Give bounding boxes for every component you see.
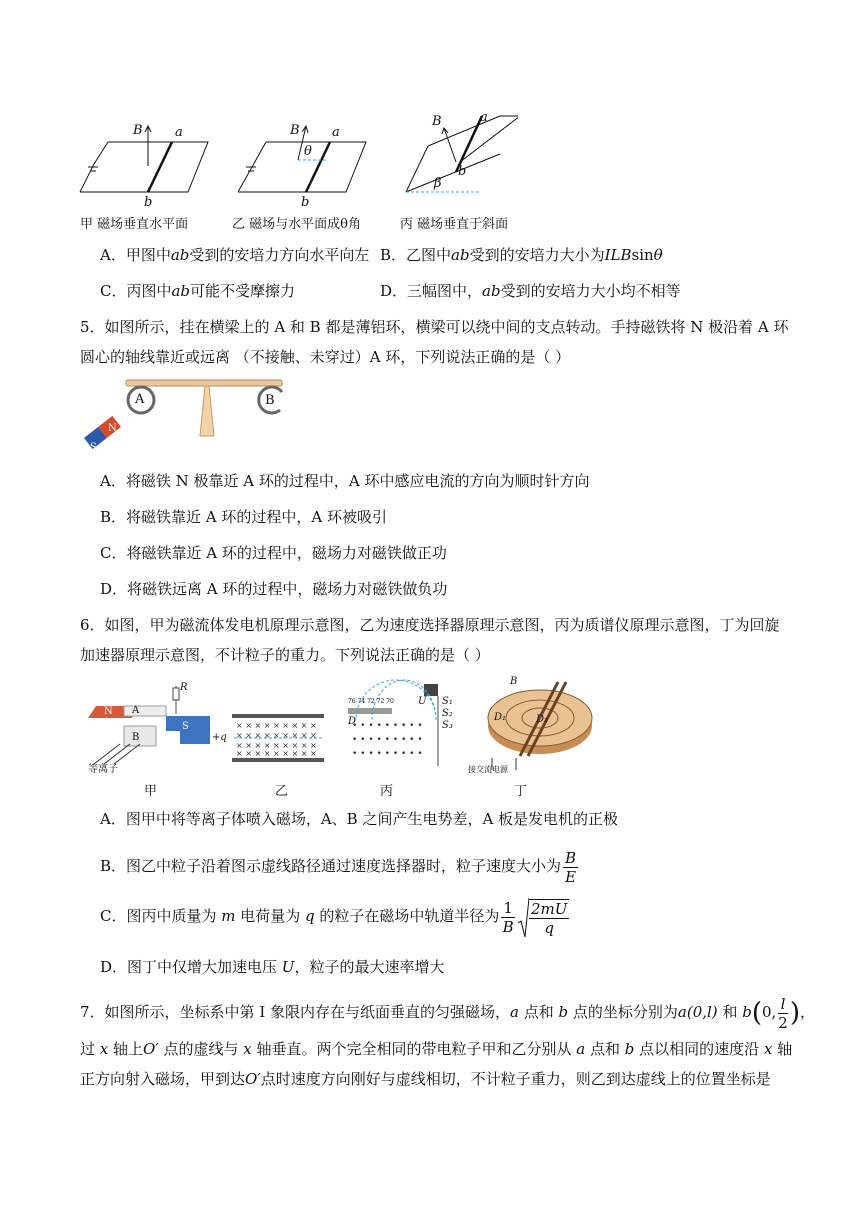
fig6-caption-jia: 甲: [144, 784, 158, 799]
radius-sqrt: $\frac{2mU}{q}$: [517, 895, 571, 939]
svg-text:• • • • • • • • •: • • • • • • • • •: [352, 749, 423, 759]
ring-b-label: B: [265, 393, 275, 408]
q7-stem-line2: 过 x 轴上O′ 点的虚线与 x 轴垂直。两个完全相同的带电粒子甲和乙分别从 a 点和 b 点以相同的速度沿 x 轴: [80, 1040, 793, 1058]
fig6-ac-label: 接交流电源: [468, 765, 508, 774]
fig4-yi-label-b: b: [301, 195, 310, 210]
fig4-jia-label-B: B: [133, 123, 143, 138]
q6-option-b: B．图乙中粒子沿着图示虚线路径通过速度选择器时，粒子速度大小为 $\frac{B}{E}$: [100, 848, 577, 886]
q5-option-c: C．将磁铁靠近 A 环的过程中，磁场力对磁铁做正功: [100, 544, 447, 562]
fig6-r-label: R: [180, 682, 188, 693]
fig4-jia-label-a: a: [175, 125, 183, 140]
ring-a-label: A: [135, 392, 145, 407]
fig4-yi-label-theta: θ: [304, 144, 312, 159]
figure-5-group: [80, 378, 290, 468]
fig4-jia-label-b: b: [144, 195, 153, 210]
svg-text:× × × × × × × × ×: × × × × × × × × ×: [236, 749, 317, 758]
fig6-s1-label: S₁: [442, 696, 453, 707]
q6-stem-line1: 6．如图，甲为磁流体发电机原理示意图，乙为速度选择器原理示意图，丙为质谱仪原理示意图，丁为回旋: [80, 616, 780, 634]
fig4-bing-label-a: a: [480, 110, 488, 125]
figure-6-group: [80, 676, 600, 776]
q4-option-d: D．三幅图中，ab受到的安培力大小均不相等: [380, 282, 681, 300]
fig4-yi-label-B: B: [290, 123, 300, 138]
sqrt-sign-icon: [517, 897, 529, 939]
svg-text:• • • • • • • • •: • • • • • • • • •: [352, 721, 423, 731]
svg-text:× × × × × × × × ×: × × × × × × × × ×: [236, 721, 317, 730]
q5-option-a: A．将磁铁 N 极靠近 A 环的过程中，A 环中感应电流的方向为顺时针方向: [100, 472, 590, 490]
q5-option-b: B．将磁铁靠近 A 环的过程中，A 环被吸引: [100, 508, 387, 526]
fig4-yi-label-a: a: [332, 125, 340, 140]
svg-text:× × × × × × × × ×: × × × × × × × × ×: [236, 731, 317, 740]
q4-option-c: C．丙图中ab可能不受摩擦力: [100, 282, 296, 300]
fig6-b-label: B: [132, 732, 140, 743]
magnet-s-label: S: [90, 442, 97, 453]
fig6-q-label: +q: [212, 732, 227, 743]
q6-option-c: C．图丙中质量为 m 电荷量为 q 的粒子在磁场中轨道半径为 $\frac{1}{B}$ $\frac{2mU}{q}$: [100, 894, 571, 939]
q6-option-a: A．图甲中将等离子体喷入磁场，A、B 之间产生电势差，A 板是发电机的正极: [100, 810, 619, 828]
fig4-caption-bing: 丙 磁场垂直于斜面: [400, 217, 509, 232]
fig4-caption-jia: 甲 磁场垂直水平面: [80, 217, 189, 232]
q7-stem-line1: 7．如图所示，坐标系中第 Ⅰ 象限内存在与纸面垂直的匀强磁场，a 点和 b 点的坐标分别为a(0,l) 和 b(0, $\frac{l}{2}$ )，: [80, 994, 816, 1032]
radius-fraction: $\frac{1}{B}$: [502, 898, 514, 936]
fig6-ding-b-label: B: [510, 676, 518, 687]
fig4-bing-label-B: B: [432, 114, 442, 129]
fig6-plasma-label: 等离子: [88, 764, 118, 775]
q6-stem-line2: 加速器原理示意图，不计粒子的重力。下列说法正确的是（ ）: [80, 646, 490, 664]
fig4-caption-yi: 乙 磁场与水平面成θ角: [232, 217, 361, 232]
fig4-bing-label-beta: β: [434, 176, 442, 191]
fig6-n-label: N: [104, 706, 113, 717]
magnet-n-label: N: [108, 423, 117, 434]
q5-stem-line2: 圆心的轴线靠近或远离 （不接触、未穿过）A 环，下列说法正确的是（ ）: [80, 348, 571, 366]
figure-6-diagram: [80, 676, 600, 776]
velocity-fraction: $\frac{B}{E}$: [565, 848, 577, 886]
fig6-d1-label: D₁: [494, 712, 507, 723]
q4-option-a: A．甲图中ab受到的安培力方向水平向左: [100, 246, 370, 264]
coord-b-fraction: $\frac{l}{2}$: [778, 994, 788, 1032]
q5-option-d: D．将磁铁远离 A 环的过程中，磁场力对磁铁做负功: [100, 580, 448, 598]
fig6-s-label: S: [182, 721, 189, 732]
fig6-caption-bing: 丙: [380, 784, 394, 799]
q6-option-d: D．图丁中仅增大加速电压 U，粒子的最大速率增大: [100, 958, 445, 976]
figure-4-group: [78, 112, 518, 222]
fig6-s2-label: S₂: [442, 708, 453, 719]
fig6-s3-label: S₃: [442, 720, 453, 731]
fig6-d2-label: D₂: [536, 714, 549, 725]
fig6-u-label: U: [418, 696, 427, 707]
q7-stem-line3: 正方向射入磁场，甲到达O′点时速度方向刚好与虚线相切，不计粒子重力，则乙到达虚线上的位置坐标是: [80, 1070, 771, 1088]
fig6-d-label: D: [348, 716, 357, 727]
svg-text:× × × × × × × × ×: × × × × × × × × ×: [236, 741, 317, 750]
fig6-caption-yi: 乙: [275, 784, 289, 799]
fig6-a-label: A: [132, 705, 140, 716]
q4-option-b: B．乙图中ab受到的安培力大小为ILBsinθ: [380, 246, 663, 264]
fig6-caption-ding: 丁: [514, 784, 528, 799]
fig6-scale-label: 76 74 72 72 70: [348, 698, 394, 705]
fig4-bing-label-b: b: [458, 164, 467, 179]
svg-text:• • • • • • • • •: • • • • • • • • •: [352, 735, 423, 745]
q5-stem-line1: 5．如图所示，挂在横梁上的 A 和 B 都是薄铝环，横梁可以绕中间的支点转动。手持磁铁将 N 极沿着 A 环: [80, 318, 789, 336]
